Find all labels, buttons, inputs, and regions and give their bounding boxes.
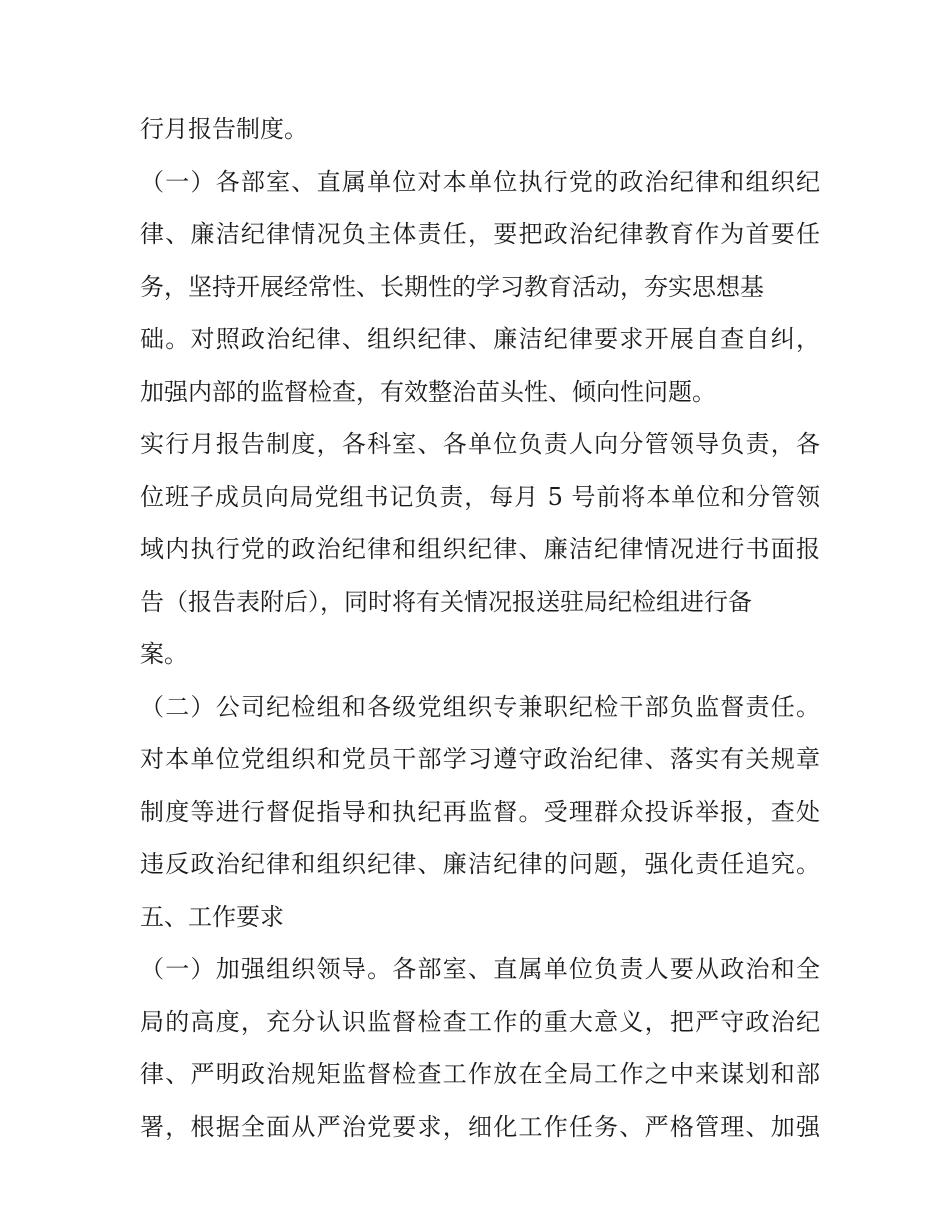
- text-line: 署，根据全面从严治党要求，细化工作任务、严格管理、加强: [140, 1112, 820, 1141]
- text-line: 础。对照政治纪律、组织纪律、廉洁纪律要求开展自查自纠，: [140, 325, 820, 353]
- text-line: （一）加强组织领导。各部室、直属单位负责人要从政治和全: [140, 955, 820, 983]
- text-line: 对本单位党组织和党员干部学习遵守政治纪律、落实有关规章: [140, 745, 820, 773]
- text-line: 局的高度，充分认识监督检查工作的重大意义，把严守政治纪: [140, 1007, 820, 1036]
- text-line: 告（报告表附后），同时将有关情况报送驻局纪检组进行备: [140, 587, 752, 616]
- section-heading: 五、工作要求: [140, 902, 284, 931]
- text-line: 加强内部的监督检查，有效整治苗头性、倾向性问题。: [140, 377, 716, 406]
- text-line: 律、严明政治规矩监督检查工作放在全局工作之中来谋划和部: [140, 1060, 820, 1088]
- text-line: 行月报告制度。: [140, 115, 308, 143]
- text-line: 域内执行党的政治纪律和组织纪律、廉洁纪律情况进行书面报: [140, 535, 820, 563]
- text-line: 律、廉洁纪律情况负主体责任，要把政治纪律教育作为首要任: [140, 220, 820, 248]
- text-line: 违反政治纪律和组织纪律、廉洁纪律的问题，强化责任追究。: [140, 850, 820, 878]
- document-body: [140, 103, 820, 1153]
- text-line: 务，坚持开展经常性、长期性的学习教育活动，夯实思想基: [140, 272, 764, 301]
- text-line: （二）公司纪检组和各级党组织专兼职纪检干部负监督责任。: [140, 692, 820, 721]
- text-line: 案。: [140, 640, 188, 668]
- text-line: 实行月报告制度，各科室、各单位负责人向分管领导负责，各: [140, 430, 820, 458]
- text-line: 制度等进行督促指导和执纪再监督。受理群众投诉举报，查处: [140, 797, 820, 826]
- text-line: （一）各部室、直属单位对本单位执行党的政治纪律和组织纪: [140, 167, 820, 196]
- text-line: 位班子成员向局党组书记负责，每月 5 号前将本单位和分管领: [140, 482, 820, 511]
